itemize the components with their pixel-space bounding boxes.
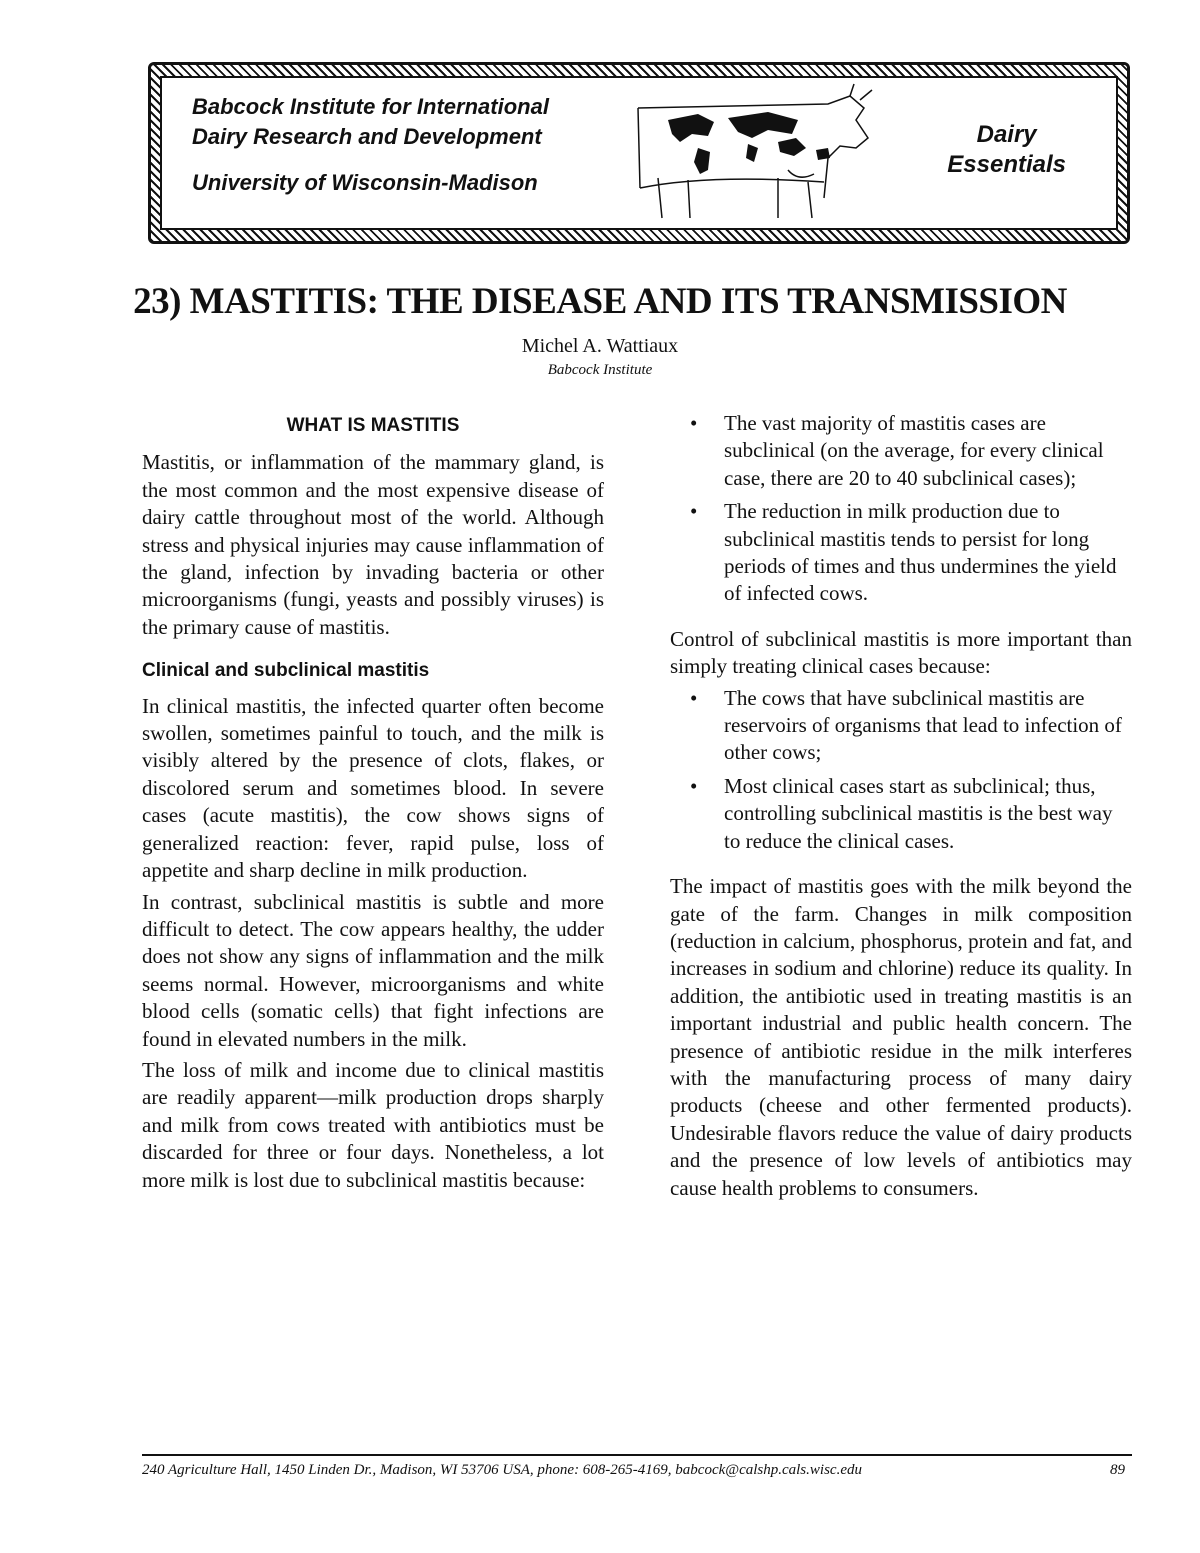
paragraph-subclinical: In contrast, subclinical mastitis is subtle and more difficult to detect. The cow appears healthy, the udder does not show any signs of inflammation and the milk seems normal. However, microorganisms and white blood cells (somatic cells) that fight infections are found in elevated numbers in the milk. [142, 889, 604, 1051]
bullet-icon: • [690, 773, 698, 798]
author-name: Michel A. Wattiaux [521, 335, 679, 357]
header-banner [148, 62, 1130, 244]
list-item-text: The cows that have subclinical mastitis are reservoirs of organisms that lead to infection of other cows; [724, 685, 1122, 765]
bullet-icon: • [690, 411, 698, 435]
institute-block [192, 92, 549, 198]
bullet-list-control [670, 685, 1132, 855]
page-number: 89 [1110, 1462, 1125, 1478]
series-title-line2: Essentials [947, 151, 1066, 178]
paragraph-milk-loss: The loss of milk and income due to clinical mastitis are readily apparent—milk production drops sharply and milk from cows treated with antibiotics must be discarded for three or four days. Nonetheless, a lot more milk is lost due to subclinical mastitis because: [142, 1057, 604, 1192]
list-item-text: The vast majority of mastitis cases are subclinical (on the average, for every clinical case, there are 20 to 40 subclinical cases); [724, 411, 1104, 490]
paragraph-definition: Mastitis, or inflammation of the mammary gland, is the most common and the most expensive disease of dairy cattle throughout most of the world. Although stress and physical injuries may cause inflammation of the gland, infection by invading bacteria or other microorganisms (fungi, yeasts and possibly viruses) is the primary cause of mastitis. [142, 450, 604, 639]
university-name: University of Wisconsin-Madison [192, 170, 538, 195]
section-heading: WHAT IS MASTITIS [286, 415, 460, 436]
list-item-text: Most clinical cases start as subclinical; thus, controlling subclinical mastitis is the best way to reduce the clinical cases. [724, 773, 1113, 853]
institute-name-line1: Babcock Institute for International [192, 94, 549, 119]
bullet-icon: • [690, 499, 698, 524]
subsection-heading: Clinical and subclinical mastitis [142, 660, 430, 682]
footer-divider [142, 1454, 1132, 1456]
series-title [947, 120, 1066, 180]
left-column [142, 410, 604, 1194]
paragraph-clinical: In clinical mastitis, the infected quarter often become swollen, sometimes painful to touch, and the milk is visibly altered by the presence of clots, flakes, or discolored serum and sometimes blood. In severe cases (acute mastitis), the cow shows signs of generalized reaction: fever, rapid pulse, loss of appetite and sharp decline in milk production. [142, 693, 604, 883]
document-title: 23) MASTITIS: THE DISEASE AND ITS TRANSMISSION [133, 281, 1067, 322]
author-affiliation: Babcock Institute [547, 362, 653, 378]
bullet-icon: • [690, 685, 698, 710]
paragraph-impact: The impact of mastitis goes with the milk beyond the gate of the farm. Changes in milk composition (reduction in calcium, phosphorus, protein and fat, and increases in sodium and chlorine) reduce its quality. In addition, the antibiotic used in treating mastitis is an important industrial and public health concern. The presence of antibiotic residue in the milk interferes with the manufacturing process of many dairy products (cheese and other fermented products). Undesirable flavors reduce the value of dairy products and the presence of low levels of antibiotics may cause health problems to consumers. [670, 874, 1132, 1200]
series-title-line1: Dairy [976, 121, 1037, 148]
bullet-list-milk-loss [670, 410, 1132, 608]
list-item [670, 498, 1132, 608]
list-item [670, 685, 1132, 767]
paragraph-control: Control of subclinical mastitis is more important than simply treating clinical cases because: [670, 626, 1132, 679]
cow-world-map-logo [628, 78, 878, 228]
list-item [670, 410, 1132, 492]
list-item [670, 773, 1132, 855]
footer-address: 240 Agriculture Hall, 1450 Linden Dr., Madison, WI 53706 USA, phone: 608-265-4169, babcock@calshp.cals.wisc.edu [142, 1462, 862, 1478]
list-item-text: The reduction in milk production due to subclinical mastitis tends to persist for long periods of times and thus undermines the yield of infected cows. [724, 499, 1117, 606]
right-column [670, 410, 1132, 1202]
institute-name-line2: Dairy Research and Development [192, 124, 542, 149]
